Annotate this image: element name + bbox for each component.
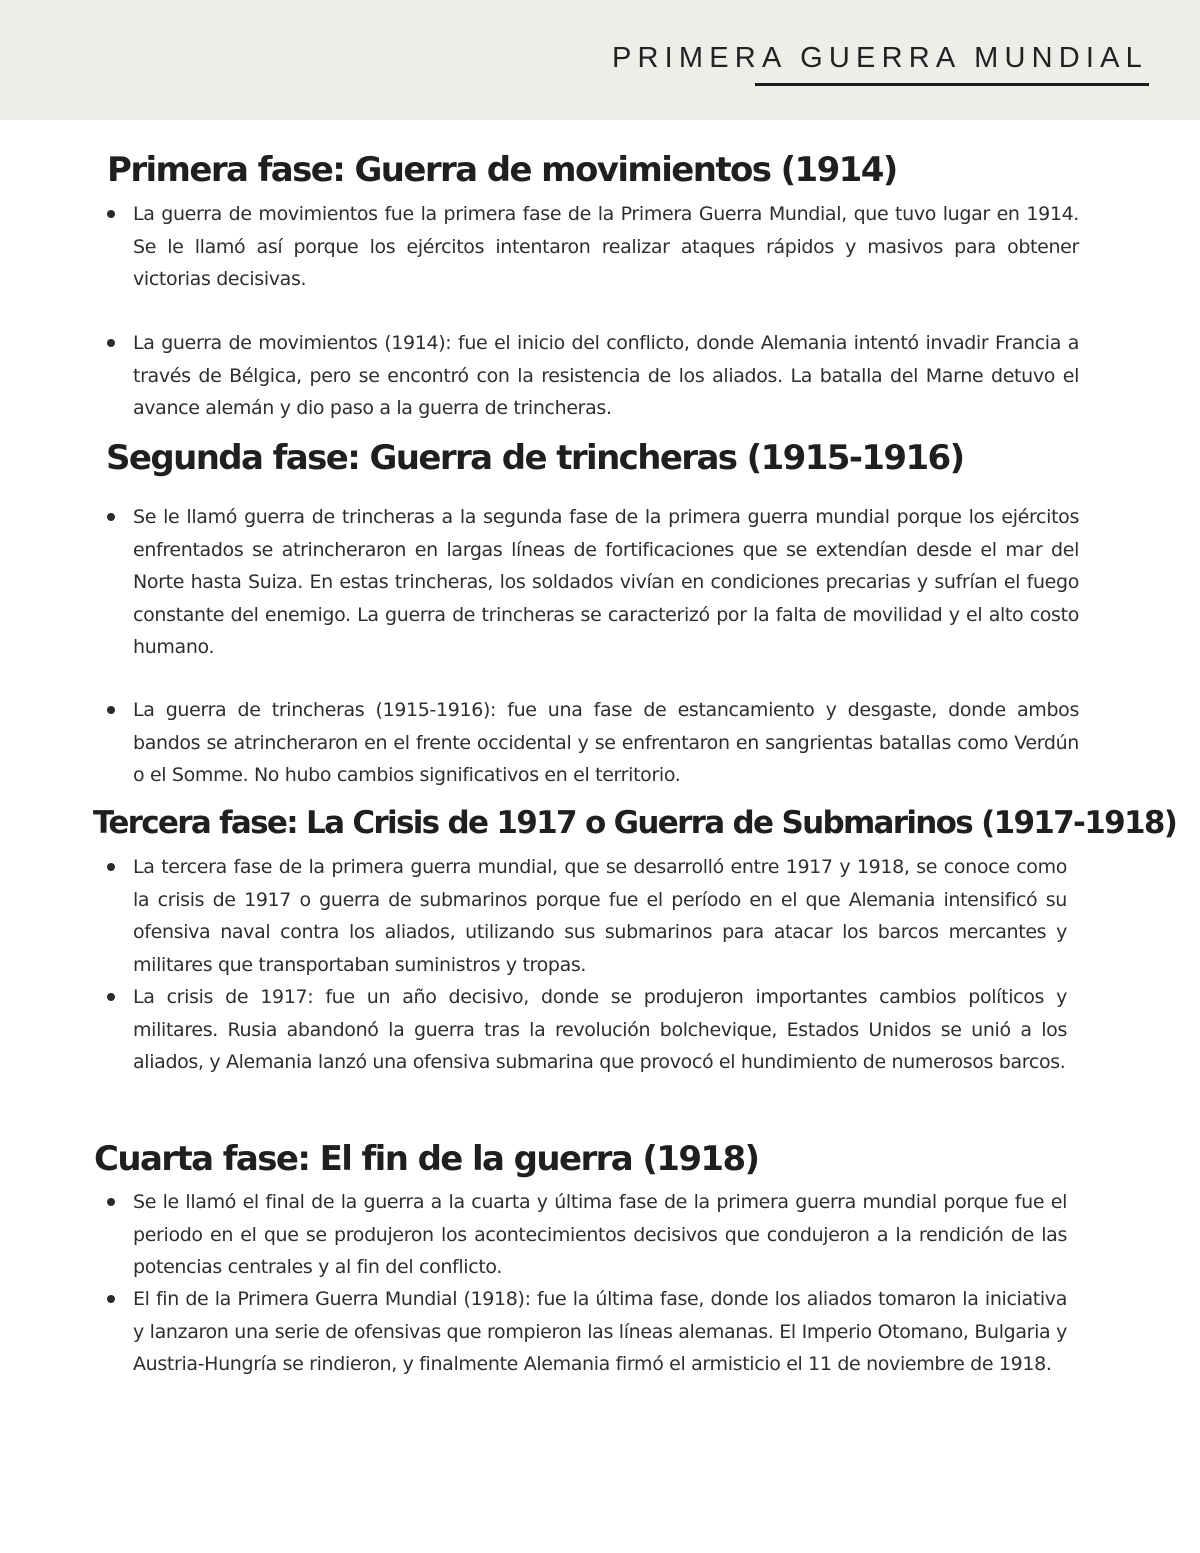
bullet-icon: [107, 339, 115, 347]
section-heading-primera-fase: Primera fase: Guerra de movimientos (1914): [107, 150, 897, 190]
bullet-icon: [107, 1295, 115, 1303]
bullet-text: Se le llamó el final de la guerra a la cuarta y última fase de la primera guerra mundial porque fue el periodo en el que se produjeron los acontecimientos decisivos que condujeron a la rendición de las potencias centrales y al fin del conflicto.: [133, 1191, 1067, 1278]
bullet-icon: [107, 513, 115, 521]
bullet-text: El fin de la Primera Guerra Mundial (1918): fue la última fase, donde los aliados tomaron la iniciativa y lanzaron una serie de ofensivas que rompieron las líneas alemanas. El Imperio Otomano, Bulgaria y Austria-Hungría se rindieron, y finalmente Alemania firmó el armisticio el 11 de noviembre de 1918.: [133, 1288, 1067, 1375]
bullet-text: Se le llamó guerra de trincheras a la segunda fase de la primera guerra mundial porque los ejércitos enfrentados se atrincheraron en largas líneas de fortificaciones que se extendían desde el mar del Norte hasta Suiza. En estas trincheras, los soldados vivían en condiciones precarias y sufrían el fuego constante del enemigo. La guerra de trincheras se caracterizó por la falta de movilidad y el alto costo humano.: [133, 506, 1079, 658]
bullet-text: La crisis de 1917: fue un año decisivo, donde se produjeron importantes cambios políticos y militares. Rusia abandonó la guerra tras la revolución bolchevique, Estados Unidos se unió a los aliados, y Alemania lanzó una ofensiva submarina que provocó el hundimiento de numerosos barcos.: [133, 986, 1067, 1073]
section-heading-tercera-fase: Tercera fase: La Crisis de 1917 o Guerra de Submarinos (1917-1918): [93, 805, 1177, 841]
bullet-text: La guerra de movimientos (1914): fue el inicio del conflicto, donde Alemania intentó invadir Francia a través de Bélgica, pero se encontró con la resistencia de los aliados. La batalla del Marne detuvo el avance alemán y dio paso a la guerra de trincheras.: [133, 332, 1079, 419]
bullet-text: La guerra de trincheras (1915-1916): fue una fase de estancamiento y desgaste, donde ambos bandos se atrincheraron en el frente occidental y se enfrentaron en sangrientas batallas como Verdún o el Somme. No hubo cambios significativos en el territorio.: [133, 699, 1079, 786]
bullet-text: La guerra de movimientos fue la primera fase de la Primera Guerra Mundial, que tuvo lugar en 1914. Se le llamó así porque los ejércitos intentaron realizar ataques rápidos y masivos para obtener victorias decisivas.: [133, 203, 1079, 290]
bullet-icon: [107, 993, 115, 1001]
section-heading-cuarta-fase: Cuarta fase: El fin de la guerra (1918): [94, 1139, 759, 1179]
bullet-text: La tercera fase de la primera guerra mundial, que se desarrolló entre 1917 y 1918, se conoce como la crisis de 1917 o guerra de submarinos porque fue el período en el que Alemania intensificó su ofensiva naval contra los aliados, utilizando sus submarinos para atacar los barcos mercantes y militares que transportaban suministros y tropas.: [133, 856, 1067, 976]
section-heading-segunda-fase: Segunda fase: Guerra de trincheras (1915-1916): [106, 438, 964, 478]
bullet-icon: [107, 706, 115, 714]
header-band: [0, 0, 1200, 120]
title-underline: [755, 83, 1149, 86]
bullet-icon: [107, 863, 115, 871]
bullet-icon: [107, 1198, 115, 1206]
document-title: PRIMERA GUERRA MUNDIAL: [611, 42, 1148, 74]
bullet-icon: [107, 210, 115, 218]
